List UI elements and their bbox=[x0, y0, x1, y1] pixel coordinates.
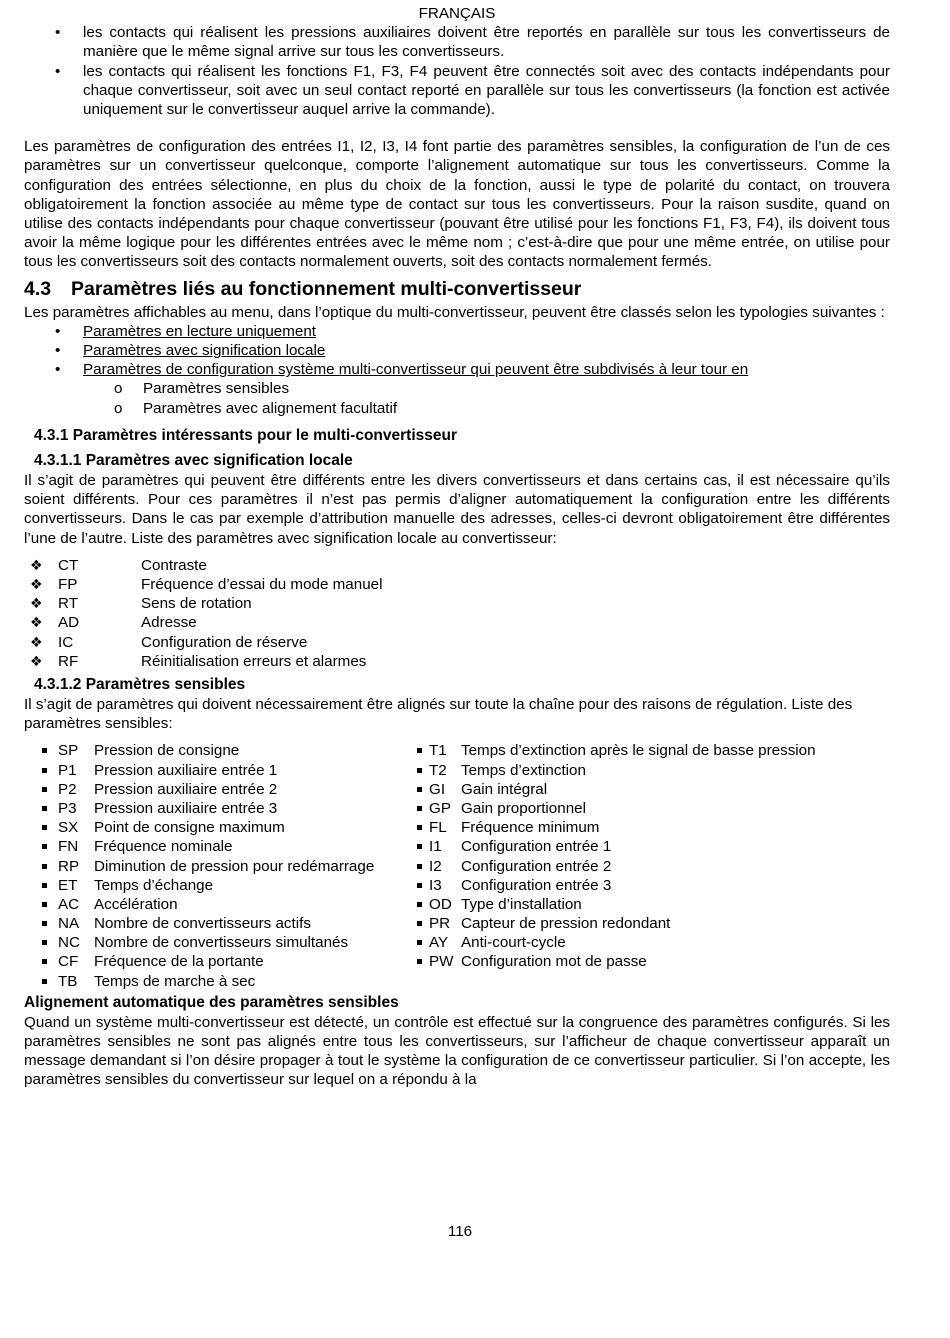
list-item bbox=[24, 341, 890, 360]
parameter-subtypes-list bbox=[24, 379, 890, 417]
param-code: PW bbox=[429, 953, 454, 971]
param-code: AY bbox=[429, 934, 449, 952]
square-bullet-icon bbox=[42, 844, 47, 849]
param-desc: Temps d’échange bbox=[94, 876, 214, 894]
bullet-icon: • bbox=[55, 361, 61, 379]
param-code: NA bbox=[58, 915, 80, 933]
list-item bbox=[24, 62, 890, 120]
list-item bbox=[24, 741, 404, 760]
list-item bbox=[396, 799, 916, 818]
param-code: T1 bbox=[429, 742, 447, 760]
param-code: FL bbox=[429, 819, 447, 837]
square-bullet-icon bbox=[417, 787, 422, 792]
subtype-label: Paramètres avec alignement facultatif bbox=[143, 399, 398, 417]
list-item bbox=[24, 780, 404, 799]
list-item bbox=[396, 895, 916, 914]
bullet-icon: • bbox=[55, 62, 61, 80]
list-item bbox=[396, 952, 916, 971]
parameter-types-list bbox=[24, 322, 890, 380]
param-desc: Gain proportionnel bbox=[461, 799, 586, 817]
circle-bullet-icon: o bbox=[114, 399, 123, 417]
list-item bbox=[396, 837, 916, 856]
param-code: FN bbox=[58, 838, 79, 856]
param-code: ET bbox=[58, 876, 78, 894]
list-item bbox=[24, 895, 404, 914]
square-bullet-icon bbox=[42, 883, 47, 888]
square-bullet-icon bbox=[42, 979, 47, 984]
diamond-bullet-icon: ❖ bbox=[30, 633, 43, 650]
param-desc: Gain intégral bbox=[461, 780, 548, 798]
square-bullet-icon bbox=[417, 844, 422, 849]
section-heading-4-3-1-2: 4.3.1.2 Paramètres sensibles bbox=[34, 676, 246, 693]
param-code: P1 bbox=[58, 761, 77, 779]
param-desc: Temps d’extinction après le signal de basse pression bbox=[461, 742, 816, 760]
list-item bbox=[24, 360, 890, 379]
type-label: Paramètres en lecture uniquement bbox=[83, 322, 317, 340]
list-item bbox=[24, 761, 404, 780]
param-desc: Fréquence de la portante bbox=[94, 953, 264, 971]
section-heading-4-3-1: 4.3.1 Paramètres intéressants pour le multi-convertisseur bbox=[34, 426, 457, 444]
intro-bullet-list bbox=[24, 23, 890, 119]
param-code: PR bbox=[429, 915, 451, 933]
param-code: T2 bbox=[429, 761, 447, 779]
square-bullet-icon bbox=[417, 959, 422, 964]
list-item bbox=[24, 799, 404, 818]
diamond-bullet-icon: ❖ bbox=[30, 556, 43, 573]
section-heading-4-3 bbox=[24, 278, 890, 301]
square-bullet-icon bbox=[42, 825, 47, 830]
square-bullet-icon bbox=[417, 864, 422, 869]
square-bullet-icon bbox=[42, 787, 47, 792]
section-intro: Les paramètres affichables au menu, dans l’optique du multi-convertisseur, peuvent être classés selon les typologies suivantes : bbox=[24, 303, 885, 321]
param-code: SP bbox=[58, 742, 79, 760]
list-item bbox=[24, 652, 890, 671]
sensitive-params-right-list bbox=[396, 741, 916, 971]
param-code: P2 bbox=[58, 780, 77, 798]
param-desc: Type d’installation bbox=[461, 895, 582, 913]
param-desc: Pression auxiliaire entrée 1 bbox=[94, 761, 278, 779]
alignment-heading: Alignement automatique des paramètres sensibles bbox=[24, 994, 399, 1012]
param-desc: Point de consigne maximum bbox=[94, 819, 285, 837]
sensitive-params-columns bbox=[24, 741, 890, 991]
param-desc: Fréquence minimum bbox=[461, 819, 600, 837]
bullet-icon: • bbox=[55, 322, 61, 340]
list-item bbox=[24, 933, 404, 952]
diamond-bullet-icon: ❖ bbox=[30, 595, 43, 612]
diamond-bullet-icon: ❖ bbox=[30, 614, 43, 631]
param-desc: Pression de consigne bbox=[94, 742, 240, 760]
list-item bbox=[396, 914, 916, 933]
square-bullet-icon bbox=[417, 940, 422, 945]
square-bullet-icon bbox=[42, 959, 47, 964]
param-code: CT bbox=[58, 556, 79, 574]
param-code: IC bbox=[58, 633, 74, 651]
square-bullet-icon bbox=[417, 748, 422, 753]
param-desc: Diminution de pression pour redémarrage bbox=[94, 857, 375, 875]
list-item bbox=[24, 837, 404, 856]
section-heading-4-3-1-1: 4.3.1.1 Paramètres avec signification locale bbox=[34, 452, 353, 470]
param-desc: Adresse bbox=[141, 614, 197, 632]
param-desc: Fréquence nominale bbox=[94, 838, 233, 856]
list-item bbox=[24, 972, 404, 991]
language-header: FRANÇAIS bbox=[418, 5, 496, 22]
param-desc: Nombre de convertisseurs simultanés bbox=[94, 934, 349, 952]
list-item bbox=[24, 952, 404, 971]
subtype-label: Paramètres sensibles bbox=[143, 380, 290, 398]
list-item bbox=[396, 857, 916, 876]
list-item bbox=[24, 818, 404, 837]
square-bullet-icon bbox=[417, 921, 422, 926]
param-desc: Temps d’extinction bbox=[461, 761, 586, 779]
param-code: P3 bbox=[58, 799, 77, 817]
param-code: AC bbox=[58, 895, 80, 913]
param-desc: Contraste bbox=[141, 556, 207, 574]
param-desc: Temps de marche à sec bbox=[94, 972, 256, 990]
param-desc: Configuration mot de passe bbox=[461, 953, 647, 971]
param-code: RT bbox=[58, 595, 78, 613]
list-item bbox=[24, 575, 890, 594]
page-number: 116 bbox=[447, 1223, 473, 1240]
sensitive-params-left-column bbox=[24, 741, 404, 990]
list-item bbox=[24, 399, 890, 418]
list-item bbox=[24, 594, 890, 613]
diamond-bullet-icon: ❖ bbox=[30, 652, 43, 669]
param-desc: Fréquence d’essai du mode manuel bbox=[141, 576, 383, 594]
list-item bbox=[24, 322, 890, 341]
circle-bullet-icon: o bbox=[114, 380, 123, 398]
param-desc: Nombre de convertisseurs actifs bbox=[94, 915, 311, 933]
param-code: CF bbox=[58, 953, 79, 971]
param-desc: Capteur de pression redondant bbox=[461, 915, 671, 933]
list-item bbox=[396, 933, 916, 952]
square-bullet-icon bbox=[42, 902, 47, 907]
section-number: 4.3 bbox=[24, 277, 52, 300]
param-desc: Réinitialisation erreurs et alarmes bbox=[141, 652, 367, 670]
list-item bbox=[24, 379, 890, 398]
list-item bbox=[24, 914, 404, 933]
list-item bbox=[24, 613, 890, 632]
param-code: TB bbox=[58, 972, 78, 990]
param-code: SX bbox=[58, 819, 79, 837]
bullet-icon: • bbox=[55, 342, 61, 360]
list-item bbox=[396, 876, 916, 895]
config-paragraph: Les paramètres de configuration des entrées I1, I2, I3, I4 font partie des paramètres sensibles, la configuration de l’un de ces paramètres sur un convertisseur quelconque, comporte l’alignement automatique sur tous les convertisseurs. Comme la configuration des entrées sélectionne, en plus du choix de la fonction, aussi le type de polarité du contact, on trouvera obligatoirement la fonction associée au même type de contact sur tous les convertisseurs. Pour la raison susdite, quand on utilise des contacts indépendants pour chaque convertisseur (pouvant être utilisé pour les fonctions F1, F3, F4), ils doivent tous avoir la même logique pour les différentes entrées avec le même nom ; c’est-à-dire que pour une même entrée, on utilise pour tous les convertisseurs soit des contacts normalement ouverts, soit des contacts normalement fermés. bbox=[24, 138, 890, 271]
alignment-paragraph: Quand un système multi-convertisseur est détecté, un contrôle est effectué sur la congruence des paramètres configurés. Si les paramètres sensibles ne sont pas alignés entre tous les convertisseurs, sur l’afficheur de chaque convertisseur apparaît un message demandant si l’on désire propager à tout le système la configuration de ce convertisseur particulier. Si l’on accepte, les paramètres sensibles du convertisseur sur lequel on a répondu à la bbox=[24, 1013, 890, 1089]
param-code: RF bbox=[58, 652, 79, 670]
param-code: GI bbox=[429, 780, 446, 798]
param-desc: Pression auxiliaire entrée 2 bbox=[94, 780, 278, 798]
param-code: GP bbox=[429, 799, 451, 817]
param-desc: Pression auxiliaire entrée 3 bbox=[94, 799, 278, 817]
square-bullet-icon bbox=[417, 825, 422, 830]
param-code: FP bbox=[58, 576, 78, 594]
section-title: Paramètres liés au fonctionnement multi-convertisseur bbox=[71, 277, 582, 300]
square-bullet-icon bbox=[42, 864, 47, 869]
bullet-icon: • bbox=[55, 24, 61, 42]
param-desc: Configuration entrée 3 bbox=[461, 876, 612, 894]
param-desc: Anti-court-cycle bbox=[461, 934, 566, 952]
param-desc: Configuration entrée 2 bbox=[461, 857, 612, 875]
param-code: NC bbox=[58, 934, 80, 952]
param-desc: Sens de rotation bbox=[141, 595, 252, 613]
param-code: RP bbox=[58, 857, 80, 875]
square-bullet-icon bbox=[42, 806, 47, 811]
square-bullet-icon bbox=[417, 768, 422, 773]
param-desc: Configuration entrée 1 bbox=[461, 838, 612, 856]
param-desc: Accélération bbox=[94, 895, 178, 913]
square-bullet-icon bbox=[417, 902, 422, 907]
param-desc: Configuration de réserve bbox=[141, 633, 308, 651]
param-code: I3 bbox=[429, 876, 442, 894]
square-bullet-icon bbox=[42, 921, 47, 926]
square-bullet-icon bbox=[42, 940, 47, 945]
list-item bbox=[396, 761, 916, 780]
local-params-paragraph: Il s’agit de paramètres qui peuvent être différents entre les divers convertisseurs et dans certains cas, il est nécessaire qu’ils soient différents. Pour ces paramètres il n’est pas permis d’aligner automatiquement la configuration entre les différents convertisseurs. Dans le cas par exemple d’attribution manuelle des adresses, celles-ci devront obligatoirement être différentes l’une de l’autre. Liste des paramètres avec signification locale au convertisseur: bbox=[24, 472, 890, 547]
bullet-text: les contacts qui réalisent les fonctions F1, F3, F4 peuvent être connectés soit avec des contacts indépendants pour chaque convertisseur, soit avec un seul contact reporté en parallèle sur tous les convertisseurs (la fonction est activée uniquement sur le convertisseur auquel arrive la commande). bbox=[83, 62, 890, 119]
param-code: I1 bbox=[429, 838, 442, 856]
type-label: Paramètres de configuration système multi-convertisseur qui peuvent être subdivisés à leur tour en bbox=[83, 361, 749, 379]
type-label: Paramètres avec signification locale bbox=[83, 342, 326, 360]
list-item bbox=[24, 556, 890, 575]
list-item bbox=[396, 780, 916, 799]
sensitive-params-left-list bbox=[24, 741, 404, 990]
bullet-text: les contacts qui réalisent les pressions auxiliaires doivent être reportés en parallèle sur tous les convertisseurs de manière que le même signal arrive sur tous les convertisseurs. bbox=[83, 24, 890, 61]
square-bullet-icon bbox=[417, 806, 422, 811]
diamond-bullet-icon: ❖ bbox=[30, 576, 43, 593]
square-bullet-icon bbox=[417, 883, 422, 888]
list-item bbox=[24, 876, 404, 895]
list-item bbox=[24, 857, 404, 876]
list-item bbox=[24, 23, 890, 61]
sensitive-params-paragraph: Il s’agit de paramètres qui doivent nécessairement être alignés sur toute la chaîne pour des raisons de régulation. Liste des paramètres sensibles: bbox=[24, 696, 853, 733]
square-bullet-icon bbox=[42, 768, 47, 773]
param-code: I2 bbox=[429, 857, 442, 875]
sensitive-params-right-column bbox=[396, 741, 916, 971]
list-item bbox=[24, 633, 890, 652]
local-params-list bbox=[24, 556, 890, 671]
param-code: AD bbox=[58, 614, 80, 632]
param-code: OD bbox=[429, 895, 452, 913]
square-bullet-icon bbox=[42, 748, 47, 753]
list-item bbox=[396, 741, 916, 760]
list-item bbox=[396, 818, 916, 837]
